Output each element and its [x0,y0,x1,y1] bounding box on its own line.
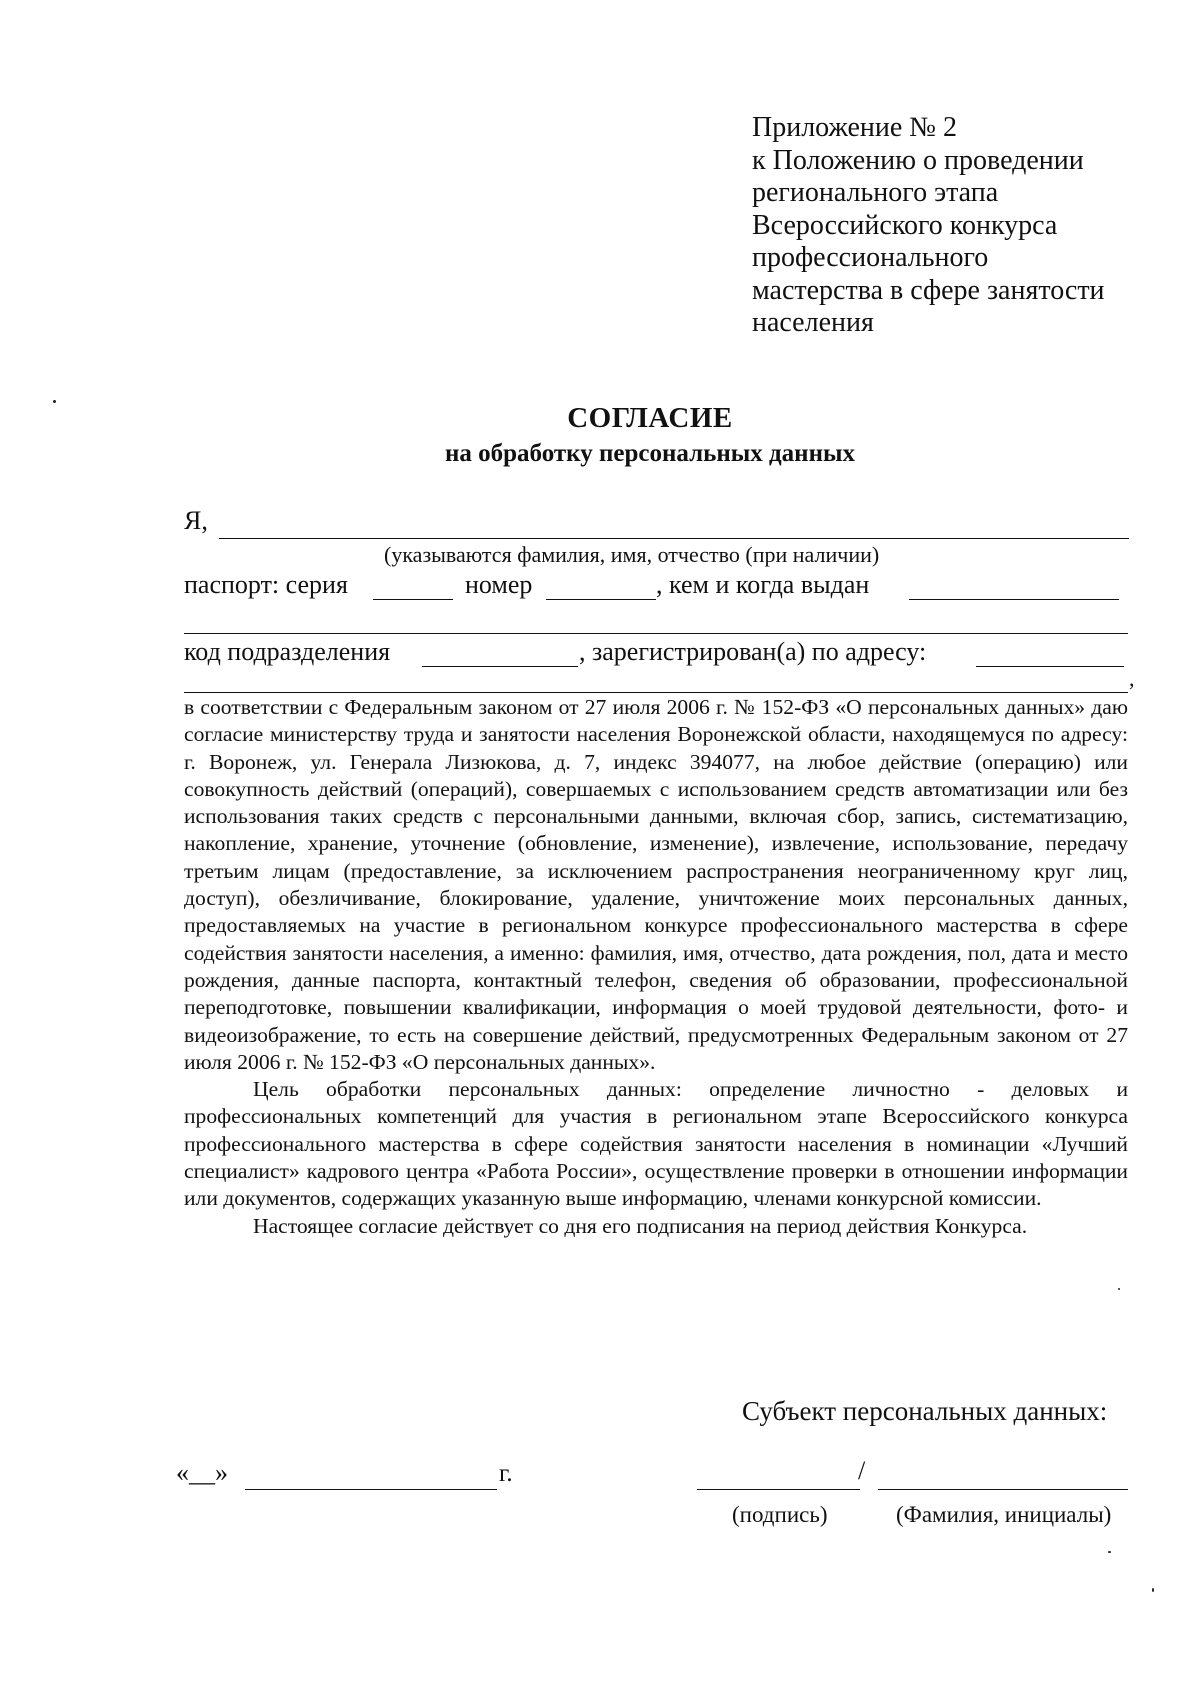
date-month-year-field[interactable] [245,1489,497,1490]
appendix-line: мастерства в сфере занятости [752,274,1105,306]
appendix-line: населения [752,307,874,338]
passport-series-label: паспорт: серия [184,570,348,599]
passport-issued-continuation-field[interactable] [184,633,1128,634]
appendix-block [752,112,1172,340]
division-code-label: код подразделения [184,637,391,666]
scan-speck [53,400,56,403]
registered-address-label: , зарегистрирован(а) по адресу: [579,637,927,666]
scan-speck [1118,1288,1120,1290]
date-day-field[interactable]: «__» [176,1458,228,1487]
appendix-line: Всероссийского конкурса [752,209,1058,241]
name-initials-hint: (Фамилия, инициалы) [896,1502,1112,1527]
consent-paragraph-purpose: Цель обработки персональных данных: определение личностно - деловых и профессиональных компетенций для участия в региональном этапе Всероссийского конкурса профессионального мастерства в сфере содействия занятости населения в номинации «Лучший специалист» кадрового центра «Работа России», осуществление проверки в отношении информации или документов, содержащих указанную выше информацию, членами конкурсной комиссии. [184,1077,1128,1211]
appendix-line: регионального этапа [752,177,999,208]
signature-separator: / [858,1456,866,1485]
i-label: Я, [184,506,208,535]
fio-hint: (указываются фамилия, имя, отчество (при наличии) [384,542,880,567]
signature-hint: (подпись) [732,1502,828,1527]
address-comma: , [1129,666,1135,691]
passport-issued-label: , кем и когда выдан [656,570,870,599]
fio-field-line[interactable] [219,538,1129,539]
appendix-line: к Положению о проведении [752,144,1084,176]
appendix-line: Приложение № 2 [752,112,957,143]
document-subtitle: на обработку персональных данных [445,440,855,467]
consent-body [184,694,1128,1240]
document-title: СОГЛАСИЕ [567,402,733,434]
division-code-field[interactable] [422,666,578,667]
year-label: г. [499,1460,513,1487]
passport-series-field[interactable] [373,599,453,600]
subject-label: Субъект персональных данных: [742,1396,1108,1426]
passport-issued-field[interactable] [909,599,1119,600]
registered-address-field[interactable] [976,666,1124,667]
address-continuation-field[interactable] [184,692,1128,693]
signature-field[interactable] [697,1489,860,1490]
name-initials-field[interactable] [878,1489,1128,1490]
passport-number-field[interactable] [546,599,656,600]
scan-speck [1108,1551,1111,1553]
scan-speck [1152,1588,1154,1592]
passport-number-label: номер [465,570,533,599]
consent-paragraph-main: в соответствии с Федеральным законом от 27 июля 2006 г. № 152-ФЗ «О персональных данных» даю согласие министерству труда и занятости населения Воронежской области, находящемуся по адресу: г. Воронеж, ул. Генерала Лизюкова, д. 7, индекс 394077, на любое действие (операцию) или совокупность действий (операций), совершаемых с использованием средств автоматизации или без использования таких средств с персональными данными, включая сбор, запись, систематизацию, накопление, хранение, уточнение (обновление, изменение), извлечение, использование, передачу третьим лицам (предоставление, за исключением распространения неограниченному круг лиц, доступ), обезличивание, блокирование, удаление, уничтожение моих персональных данных, предоставляемых на участие в региональном конкурсе профессионального мастерства в сфере содействия занятости населения, а именно: фамилия, имя, отчество, дата рождения, пол, дата и место рождения, данные паспорта, контактный телефон, сведения об образовании, профессиональной переподготовке, повышении квалификации, информация о моей трудовой деятельности, фото- и видеоизображение, то есть на совершение действий, предусмотренных Федеральным законом от 27 июля 2006 г. № 152-ФЗ «О персональных данных». [184,695,1128,1074]
consent-paragraph-validity: Настоящее согласие действует со дня его подписания на период действия Конкурса. [253,1213,1028,1238]
appendix-line: профессионального [752,242,989,273]
